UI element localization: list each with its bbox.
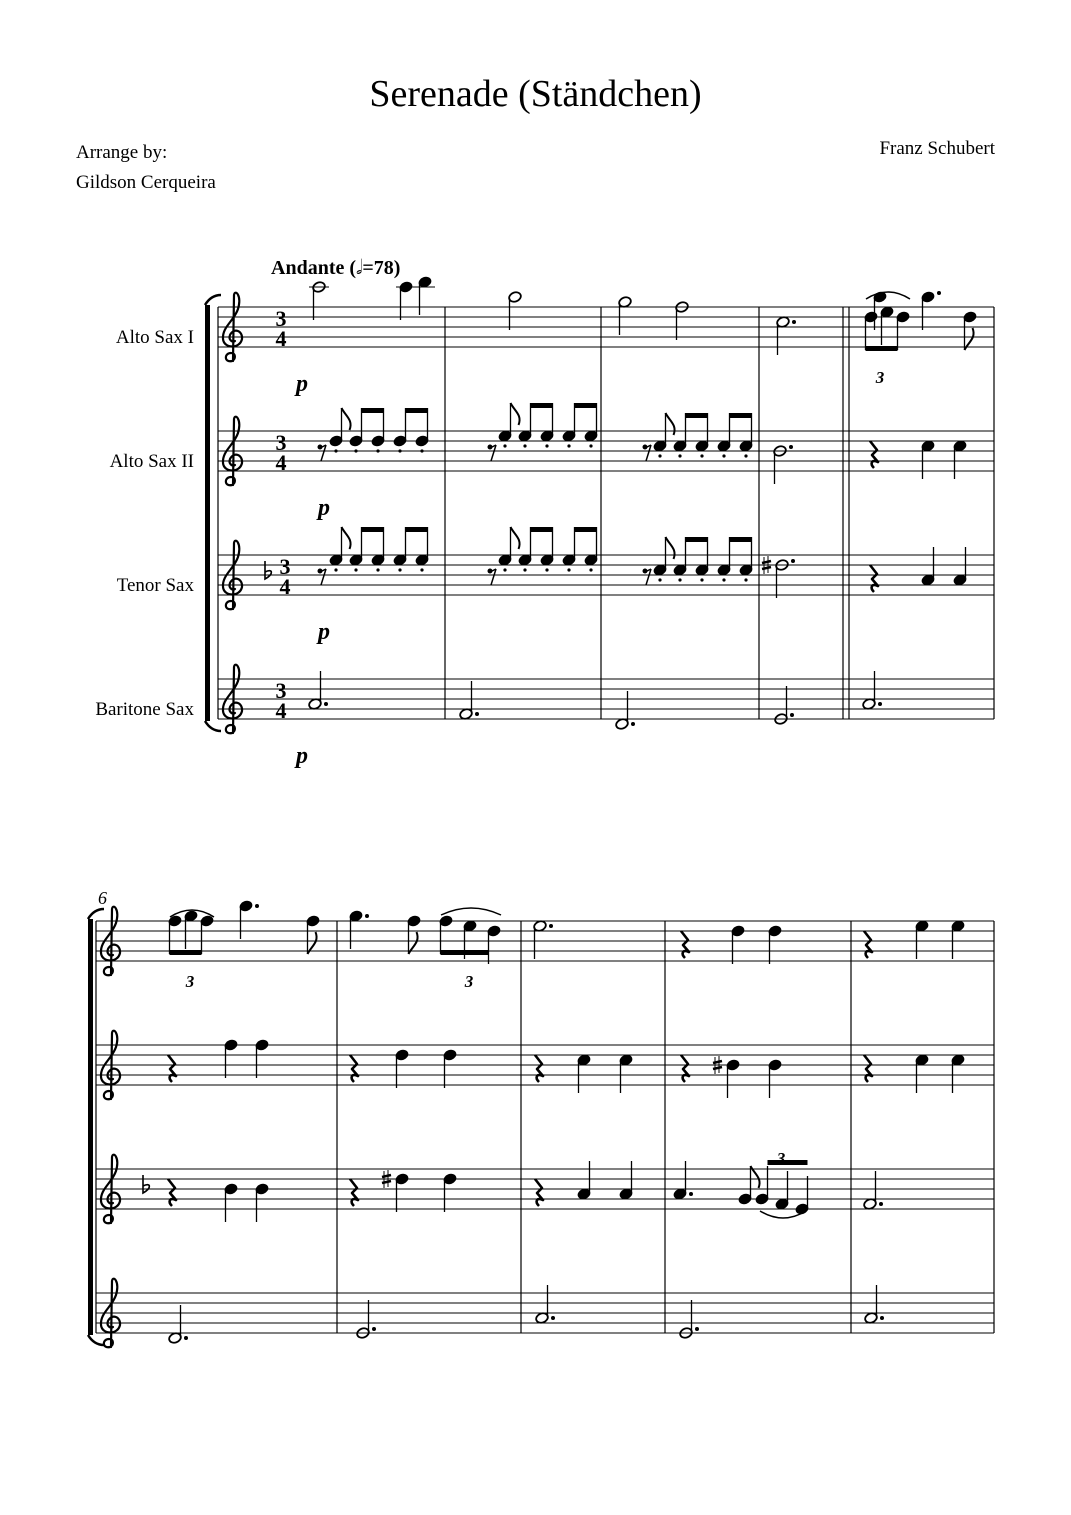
- augmentation-dot: [792, 320, 796, 324]
- staccato-dot: [376, 568, 379, 571]
- dynamic-marking: p: [296, 743, 308, 769]
- augmentation-dot: [365, 914, 369, 918]
- time-signature-bottom: 4: [275, 698, 287, 723]
- staccato-dot: [722, 578, 725, 581]
- augmentation-dot: [695, 1327, 699, 1331]
- beam: [170, 950, 202, 955]
- staccato-dot: [503, 568, 506, 571]
- staccato-dot: [678, 454, 681, 457]
- quarter-rest-icon: [535, 1055, 543, 1082]
- augmentation-dot: [878, 702, 882, 706]
- staccato-dot: [700, 454, 703, 457]
- flat-icon: [143, 1175, 149, 1193]
- staccato-dot: [334, 449, 337, 452]
- beam: [730, 537, 752, 542]
- beam: [866, 346, 898, 351]
- eighth-flag: [666, 537, 675, 559]
- beam: [531, 527, 553, 532]
- tuplet-number: 3: [185, 972, 195, 991]
- staccato-dot: [700, 578, 703, 581]
- augmentation-dot: [551, 1316, 555, 1320]
- staccato-dot: [722, 454, 725, 457]
- augmentation-dot: [372, 1327, 376, 1331]
- composer-name: Franz Schubert: [879, 138, 995, 159]
- beam: [441, 950, 489, 955]
- instrument-label-baritone-sax: Baritone Sax: [95, 699, 194, 720]
- beam: [362, 527, 384, 532]
- beam: [406, 527, 428, 532]
- sharp-icon: [382, 1175, 391, 1177]
- time-signature-bottom: 4: [275, 450, 287, 475]
- time-signature-top: 3: [279, 554, 291, 579]
- flat-icon: [265, 561, 271, 579]
- staccato-dot: [678, 578, 681, 581]
- beam: [575, 403, 597, 408]
- beam: [686, 537, 708, 542]
- measure-number: 6: [98, 888, 107, 908]
- augmentation-dot: [879, 1202, 883, 1206]
- augmentation-dot: [631, 722, 635, 726]
- staccato-dot: [567, 568, 570, 571]
- time-signature-bottom: 4: [275, 326, 287, 351]
- quarter-rest-icon: [864, 1055, 872, 1082]
- staccato-dot: [523, 444, 526, 447]
- quarter-rest-icon: [870, 441, 878, 468]
- bracket-hook: [88, 909, 104, 919]
- augmentation-dot: [184, 1336, 188, 1340]
- beam: [575, 527, 597, 532]
- staccato-dot: [658, 578, 661, 581]
- staccato-dot: [744, 454, 747, 457]
- staccato-dot: [589, 568, 592, 571]
- staccato-dot: [523, 568, 526, 571]
- beam: [768, 1160, 808, 1165]
- eighth-flag: [666, 413, 675, 435]
- staccato-dot: [420, 449, 423, 452]
- quarter-rest-icon: [864, 931, 872, 958]
- augmentation-dot: [549, 924, 553, 928]
- instrument-label-tenor-sax: Tenor Sax: [116, 575, 194, 596]
- bracket-hook: [205, 721, 221, 731]
- sharp-icon: [713, 1061, 722, 1063]
- staccato-dot: [354, 449, 357, 452]
- augmentation-dot: [790, 713, 794, 717]
- quarter-note-icon: 𝅗𝅥: [356, 257, 363, 279]
- tuplet-number: 3: [776, 1149, 786, 1168]
- staccato-dot: [744, 578, 747, 581]
- staccato-dot: [398, 568, 401, 571]
- tempo-text: Andante (: [271, 257, 357, 279]
- quarter-rest-icon: [168, 1055, 176, 1082]
- quarter-rest-icon: [168, 1179, 176, 1206]
- score-title: Serenade (Ständchen): [369, 73, 702, 115]
- augmentation-dot: [880, 1316, 884, 1320]
- augmentation-dot: [324, 702, 328, 706]
- beam: [406, 408, 428, 413]
- quarter-rest-icon: [535, 1179, 543, 1206]
- dynamic-marking: p: [318, 495, 330, 521]
- time-signature-top: 3: [275, 306, 287, 331]
- beam: [362, 408, 384, 413]
- slur: [441, 908, 501, 915]
- sharp-icon: [713, 1067, 722, 1069]
- arranger-label: Arrange by:: [76, 142, 168, 163]
- bracket-hook: [88, 1335, 104, 1345]
- staccato-dot: [589, 444, 592, 447]
- time-signature-top: 3: [275, 430, 287, 455]
- eighth-flag: [342, 408, 351, 430]
- time-signature-bottom: 4: [279, 574, 291, 599]
- augmentation-dot: [255, 904, 259, 908]
- tempo-value: =78): [362, 257, 401, 279]
- dynamic-marking: p: [296, 371, 308, 397]
- eighth-flag: [511, 403, 520, 425]
- eighth-flag: [342, 527, 351, 549]
- dynamic-marking: p: [318, 619, 330, 645]
- staccato-dot: [334, 568, 337, 571]
- staccato-dot: [545, 568, 548, 571]
- augmentation-dot: [689, 1192, 693, 1196]
- beam: [686, 413, 708, 418]
- augmentation-dot: [789, 445, 793, 449]
- system-bracket: [88, 919, 93, 1335]
- tuplet-number: 3: [464, 972, 474, 991]
- sharp-icon: [762, 561, 771, 563]
- quarter-rest-icon: [681, 931, 689, 958]
- sharp-icon: [382, 1181, 391, 1183]
- augmentation-dot: [475, 712, 479, 716]
- system-bracket: [205, 305, 210, 721]
- bracket-hook: [205, 295, 221, 305]
- staccato-dot: [503, 444, 506, 447]
- staccato-dot: [567, 444, 570, 447]
- quarter-rest-icon: [870, 565, 878, 592]
- staccato-dot: [658, 454, 661, 457]
- sharp-icon: [762, 567, 771, 569]
- staccato-dot: [398, 449, 401, 452]
- tuplet-number: 3: [875, 368, 885, 387]
- staccato-dot: [376, 449, 379, 452]
- staccato-dot: [545, 444, 548, 447]
- instrument-label-alto-sax-2: Alto Sax II: [109, 451, 194, 472]
- augmentation-dot: [791, 559, 795, 563]
- beam: [531, 403, 553, 408]
- quarter-rest-icon: [350, 1179, 358, 1206]
- time-signature-top: 3: [275, 678, 287, 703]
- instrument-label-alto-sax-1: Alto Sax I: [115, 327, 194, 348]
- augmentation-dot: [937, 291, 941, 295]
- beam: [730, 413, 752, 418]
- arranger-name: Gildson Cerqueira: [76, 172, 216, 193]
- quarter-rest-icon: [350, 1055, 358, 1082]
- staccato-dot: [354, 568, 357, 571]
- slur: [866, 292, 910, 299]
- staccato-dot: [420, 568, 423, 571]
- quarter-rest-icon: [681, 1055, 689, 1082]
- eighth-flag: [511, 527, 520, 549]
